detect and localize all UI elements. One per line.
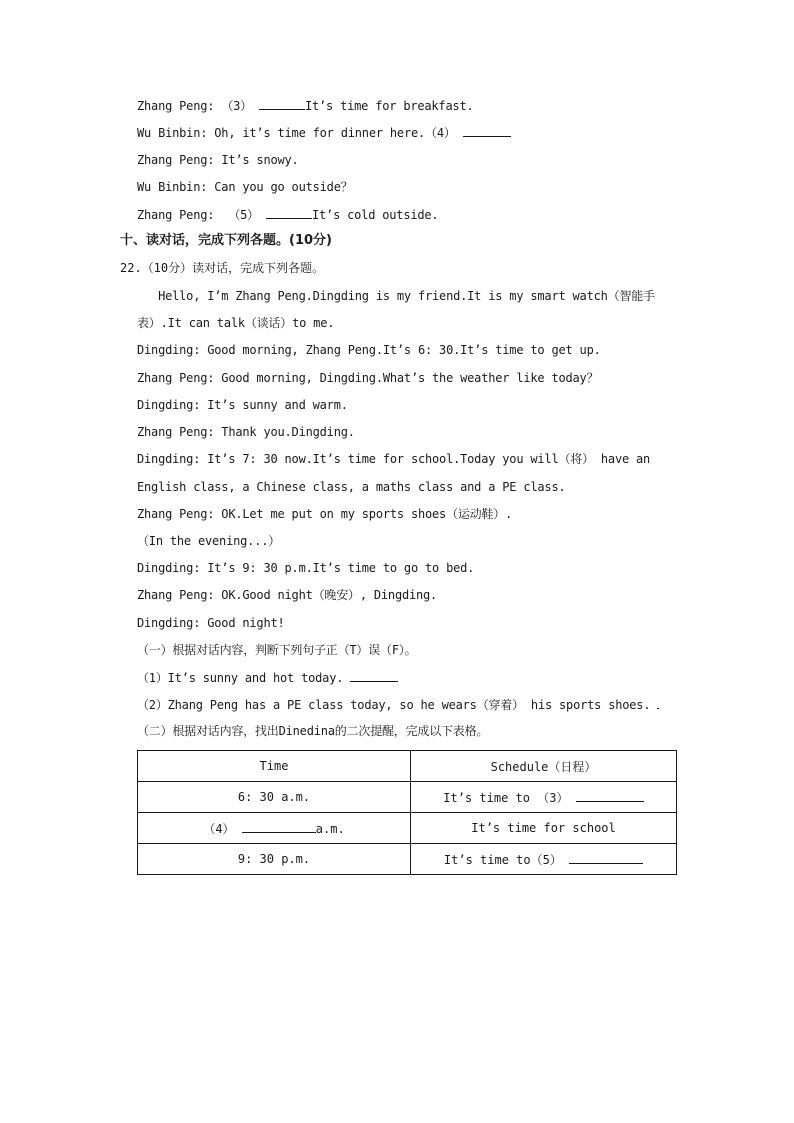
dialogue-line: Dingding: It’s 9: 30 p.m.It’s time to go to bed. <box>137 561 475 575</box>
schedule-text: It’s time to（5） <box>443 852 562 867</box>
schedule-table <box>137 750 677 875</box>
answer-blank[interactable] <box>350 669 398 682</box>
time-cell: 9: 30 p.m. <box>138 844 411 875</box>
table-row <box>138 844 677 875</box>
answer-blank[interactable] <box>657 696 659 709</box>
line-text: Can you go outside？ <box>214 180 353 194</box>
table-row <box>138 782 677 813</box>
dialogue-line <box>137 97 474 114</box>
table-row <box>138 813 677 844</box>
schedule-cell: It’s time for school <box>411 813 677 844</box>
blank-number: （4） <box>203 821 235 836</box>
speaker: Zhang Peng: <box>137 208 215 222</box>
answer-blank[interactable] <box>569 851 643 864</box>
line-text: It’s time for breakfast. <box>304 99 474 113</box>
blank-number: （3） <box>221 99 252 113</box>
dialogue-line: Dingding: It’s 7: 30 now.It’s time for school.Today you will（将） have an <box>137 452 651 466</box>
schedule-text: It’s time to （3） <box>443 790 569 805</box>
question-title: 22.（10分）读对话，完成下列各题。 <box>120 261 325 275</box>
dialogue-line: Zhang Peng: OK.Good night（晚安）, Dingding. <box>137 588 438 602</box>
dialogue-line: Zhang Peng: Good morning, Dingding.What’s the weather like today？ <box>137 371 599 385</box>
schedule-cell <box>411 844 677 875</box>
section-heading: 十、读对话，完成下列各题。(10分) <box>120 233 332 248</box>
schedule-cell <box>411 782 677 813</box>
header-time: Time <box>138 751 411 782</box>
answer-blank[interactable] <box>576 789 644 802</box>
true-false-item <box>137 669 398 686</box>
line-text: It’s cold outside. <box>312 208 439 222</box>
speaker: Wu Binbin: <box>137 126 208 140</box>
passage-intro-line: 表）.It can talk（谈话）to me. <box>137 316 335 330</box>
passage-intro-line: Hello, I’m Zhang Peng.Dingding is my friend.It is my smart watch（智能手 <box>137 289 655 303</box>
statement-text: （1）It’s sunny and hot today. <box>137 671 351 685</box>
speaker: Zhang Peng: <box>137 99 215 113</box>
dialogue-line: English class, a Chinese class, a maths class and a PE class. <box>137 480 566 494</box>
dialogue-line <box>137 206 438 223</box>
blank-number: （5） <box>221 208 259 222</box>
dialogue-line <box>137 124 511 141</box>
answer-blank[interactable] <box>242 820 316 833</box>
dialogue-line: Zhang Peng: Thank you.Dingding. <box>137 425 355 439</box>
answer-blank[interactable] <box>266 206 312 219</box>
answer-blank[interactable] <box>259 97 305 110</box>
dialogue-line <box>137 179 353 195</box>
header-schedule: Schedule（日程） <box>411 751 677 782</box>
dialogue-line: Dingding: Good morning, Zhang Peng.It’s 6: 30.It’s time to get up. <box>137 343 601 357</box>
dialogue-line: Dingding: It’s sunny and warm. <box>137 398 348 412</box>
dialogue-line: Dingding: Good night! <box>137 616 285 630</box>
dialogue-line: Zhang Peng: OK.Let me put on my sports shoes（运动鞋）. <box>137 507 513 521</box>
line-text: It’s snowy. <box>221 153 299 167</box>
dialogue-line <box>137 152 299 168</box>
stage-direction: （In the evening...） <box>137 534 281 548</box>
line-text: Oh, it’s time for dinner here.（4） <box>214 126 456 140</box>
speaker: Wu Binbin: <box>137 180 208 194</box>
table-header-row <box>138 751 677 782</box>
answer-blank[interactable] <box>463 124 511 137</box>
speaker: Zhang Peng: <box>137 153 215 167</box>
part-one-title: （一）根据对话内容，判断下列句子正（T）误（F）。 <box>137 643 417 657</box>
statement-text: （2）Zhang Peng has a PE class today, so he wears（穿着） his sports shoes. <box>137 698 658 712</box>
time-suffix: a.m. <box>315 821 345 836</box>
time-cell <box>138 813 411 844</box>
true-false-item <box>137 696 659 713</box>
part-two-title: （二）根据对话内容，找出Dinedina的二次提醒，完成以下表格。 <box>137 724 489 738</box>
time-cell: 6: 30 a.m. <box>138 782 411 813</box>
